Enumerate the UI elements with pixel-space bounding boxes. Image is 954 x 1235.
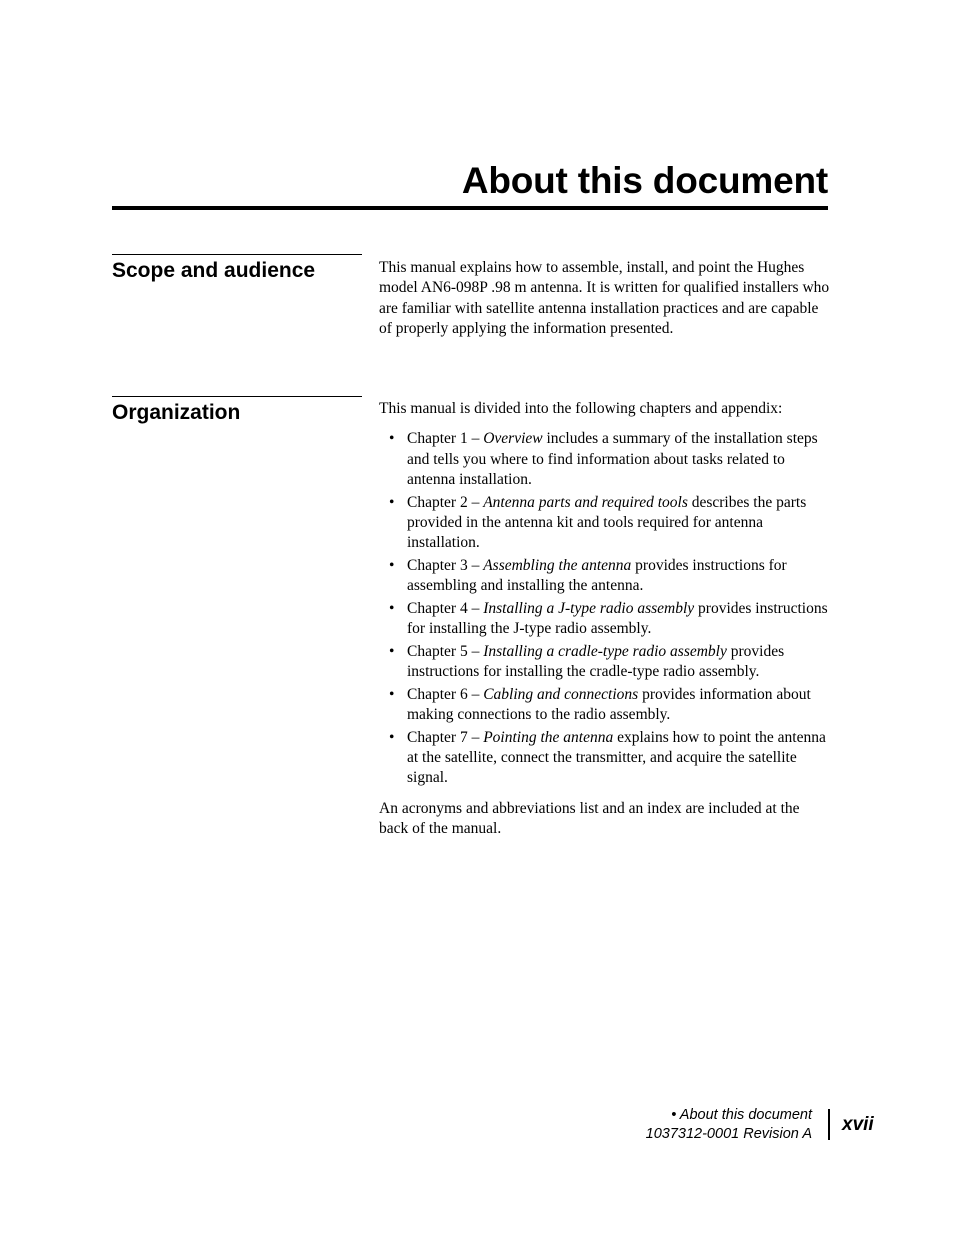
scope-section-body <box>379 258 831 339</box>
organization-section-heading <box>112 396 362 425</box>
chapter-title: Pointing the antenna <box>483 728 614 746</box>
organization-intro: This manual is divided into the following chapters and appendix: <box>379 400 783 417</box>
page-number: xvii <box>842 1114 874 1135</box>
list-item <box>379 429 831 490</box>
scope-paragraph: This manual explains how to assemble, install, and point the Hughes model AN6-098P .98 m antenna. It is written for qualified installers who are familiar with satellite antenna installation practices and are capable of properly applying the information presented. <box>379 259 830 337</box>
bullet-icon: • <box>389 728 395 746</box>
chapter-prefix: Chapter 7 – <box>407 728 484 746</box>
chapter-description: includes a summary of the installation steps and tells you where to find information about tasks related to antenna installation. <box>407 430 818 488</box>
chapter-description: provides information about making connections to the radio assembly. <box>407 685 811 724</box>
list-item <box>379 493 831 554</box>
title-rule <box>112 206 828 210</box>
list-item <box>379 685 831 726</box>
chapter-description: explains how to point the antenna at the satellite, connect the transmitter, and acquire the satellite signal. <box>407 728 826 787</box>
chapter-title: Installing a J-type radio assembly <box>483 599 695 617</box>
chapter-title: Overview <box>483 430 543 448</box>
chapter-description: provides instructions for installing the J-type radio assembly. <box>407 599 828 638</box>
chapter-description: describes the parts provided in the antenna kit and tools required for antenna installation. <box>407 493 807 552</box>
list-item <box>379 728 831 789</box>
list-item <box>379 642 831 683</box>
list-item <box>379 599 831 640</box>
chapter-description: provides instructions for assembling and installing the antenna. <box>407 556 787 595</box>
bullet-icon: • <box>389 556 395 574</box>
organization-closing: An acronyms and abbreviations list and an index are included at the back of the manual. <box>379 799 800 837</box>
list-item <box>379 556 831 597</box>
chapter-list <box>379 429 831 788</box>
footer-rule <box>828 1109 830 1140</box>
chapter-description: provides instructions for installing the cradle-type radio assembly. <box>407 642 785 681</box>
bullet-icon: • <box>389 685 395 703</box>
chapter-title: Cabling and connections <box>483 685 639 703</box>
bullet-icon: • <box>389 430 395 448</box>
bullet-icon: • <box>389 642 395 660</box>
chapter-prefix: Chapter 1 – <box>407 430 484 448</box>
footer-doc-number: 1037312-0001 Revision A <box>645 1126 812 1142</box>
page-title: About this document <box>461 160 828 201</box>
chapter-prefix: Chapter 6 – <box>407 685 484 703</box>
bullet-icon: • <box>389 493 395 511</box>
chapter-title: Assembling the antenna <box>483 556 632 574</box>
footer-section-name: • About this document <box>671 1107 812 1123</box>
organization-section-body <box>379 399 831 839</box>
chapter-prefix: Chapter 4 – <box>407 599 484 617</box>
organization-heading: Organization <box>112 401 241 424</box>
bullet-icon: • <box>389 599 395 617</box>
page-footer <box>646 1106 812 1144</box>
chapter-prefix: Chapter 3 – <box>407 556 484 574</box>
chapter-prefix: Chapter 5 – <box>407 642 484 660</box>
chapter-title: Antenna parts and required tools <box>483 493 688 511</box>
chapter-prefix: Chapter 2 – <box>407 493 484 511</box>
scope-section-heading <box>112 254 362 283</box>
scope-heading: Scope and audience <box>112 259 316 282</box>
chapter-title: Installing a cradle-type radio assembly <box>483 642 727 660</box>
